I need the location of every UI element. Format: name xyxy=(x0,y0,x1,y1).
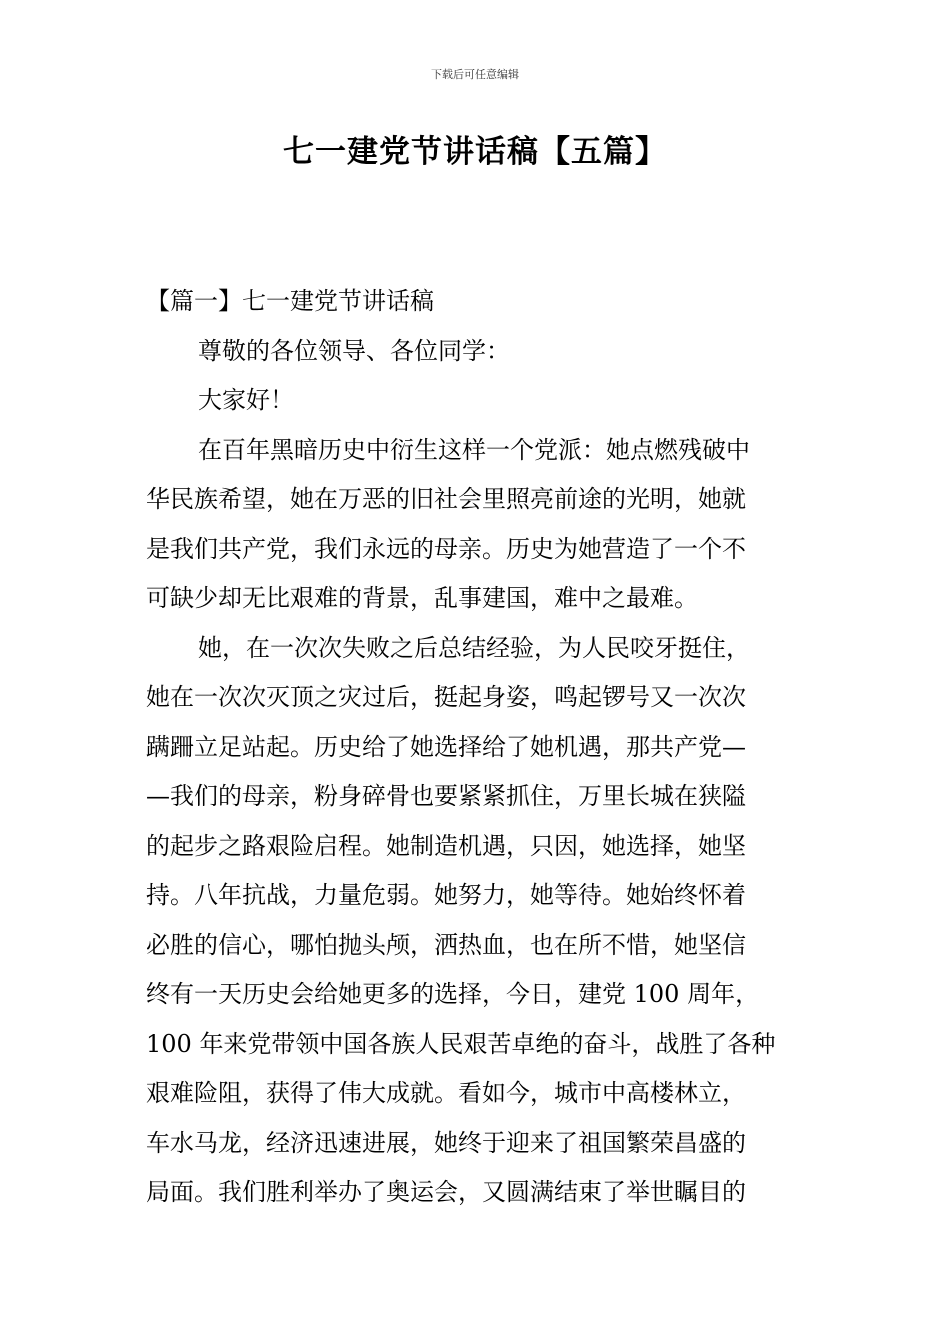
text-line: 是我们共产党，我们永远的母亲。历史为她营造了一个不 xyxy=(146,534,746,563)
text-line: 艰难险阻，获得了伟大成就。看如今，城市中高楼林立， xyxy=(146,1079,746,1107)
text-line: 华民族希望，她在万恶的旧社会里照亮前途的光明，她就 xyxy=(146,485,746,513)
section-heading: 【篇一】七一建党节讲话稿 xyxy=(146,287,434,315)
text-line: 必胜的信心，哪怕抛头颅，洒热血，也在所不惜，她坚信 xyxy=(146,930,746,959)
text-line: 100 年来党带领中国各族人民艰苦卓绝的奋斗，战胜了各种 xyxy=(146,1029,776,1058)
text-line: 她在一次次灭顶之灾过后，挺起身姿，鸣起锣号又一次次 xyxy=(146,683,746,711)
text-line: 终有一天历史会给她更多的选择，今日，建党 100 周年， xyxy=(146,980,760,1008)
paragraph-lines xyxy=(146,327,818,1218)
text-line: 局面。我们胜利举办了奥运会，又圆满结束了举世瞩目的 xyxy=(146,1178,746,1206)
text-line: 大家好！ xyxy=(198,386,294,414)
text-line: 持。八年抗战，力量危弱。她努力，她等待。她始终怀着 xyxy=(146,881,746,909)
document-body xyxy=(146,277,818,1218)
text-line: —我们的母亲，粉身碎骨也要紧紧抓住，万里长城在狭隘 xyxy=(146,782,746,810)
text-line: 的起步之路艰险启程。她制造机遇，只因，她选择，她坚 xyxy=(146,831,746,860)
text-line: 在百年黑暗历史中衍生这样一个党派：她点燃残破中 xyxy=(198,435,750,464)
document-title: 七一建党节讲话稿【五篇】 xyxy=(283,134,667,170)
text-line: 她，在一次次失败之后总结经验，为人民咬牙挺住， xyxy=(198,633,750,662)
text-line: 车水马龙，经济迅速进展，她终于迎来了祖国繁荣昌盛的 xyxy=(146,1128,746,1157)
text-line: 可缺少却无比艰难的背景，乱事建国，难中之最难。 xyxy=(146,584,698,612)
text-line: 尊敬的各位领导、各位同学： xyxy=(198,336,510,365)
text-line: 蹒跚立足站起。历史给了她选择给了她机遇，那共产党— xyxy=(146,732,746,761)
header-note: 下载后可任意编辑 xyxy=(431,68,519,81)
